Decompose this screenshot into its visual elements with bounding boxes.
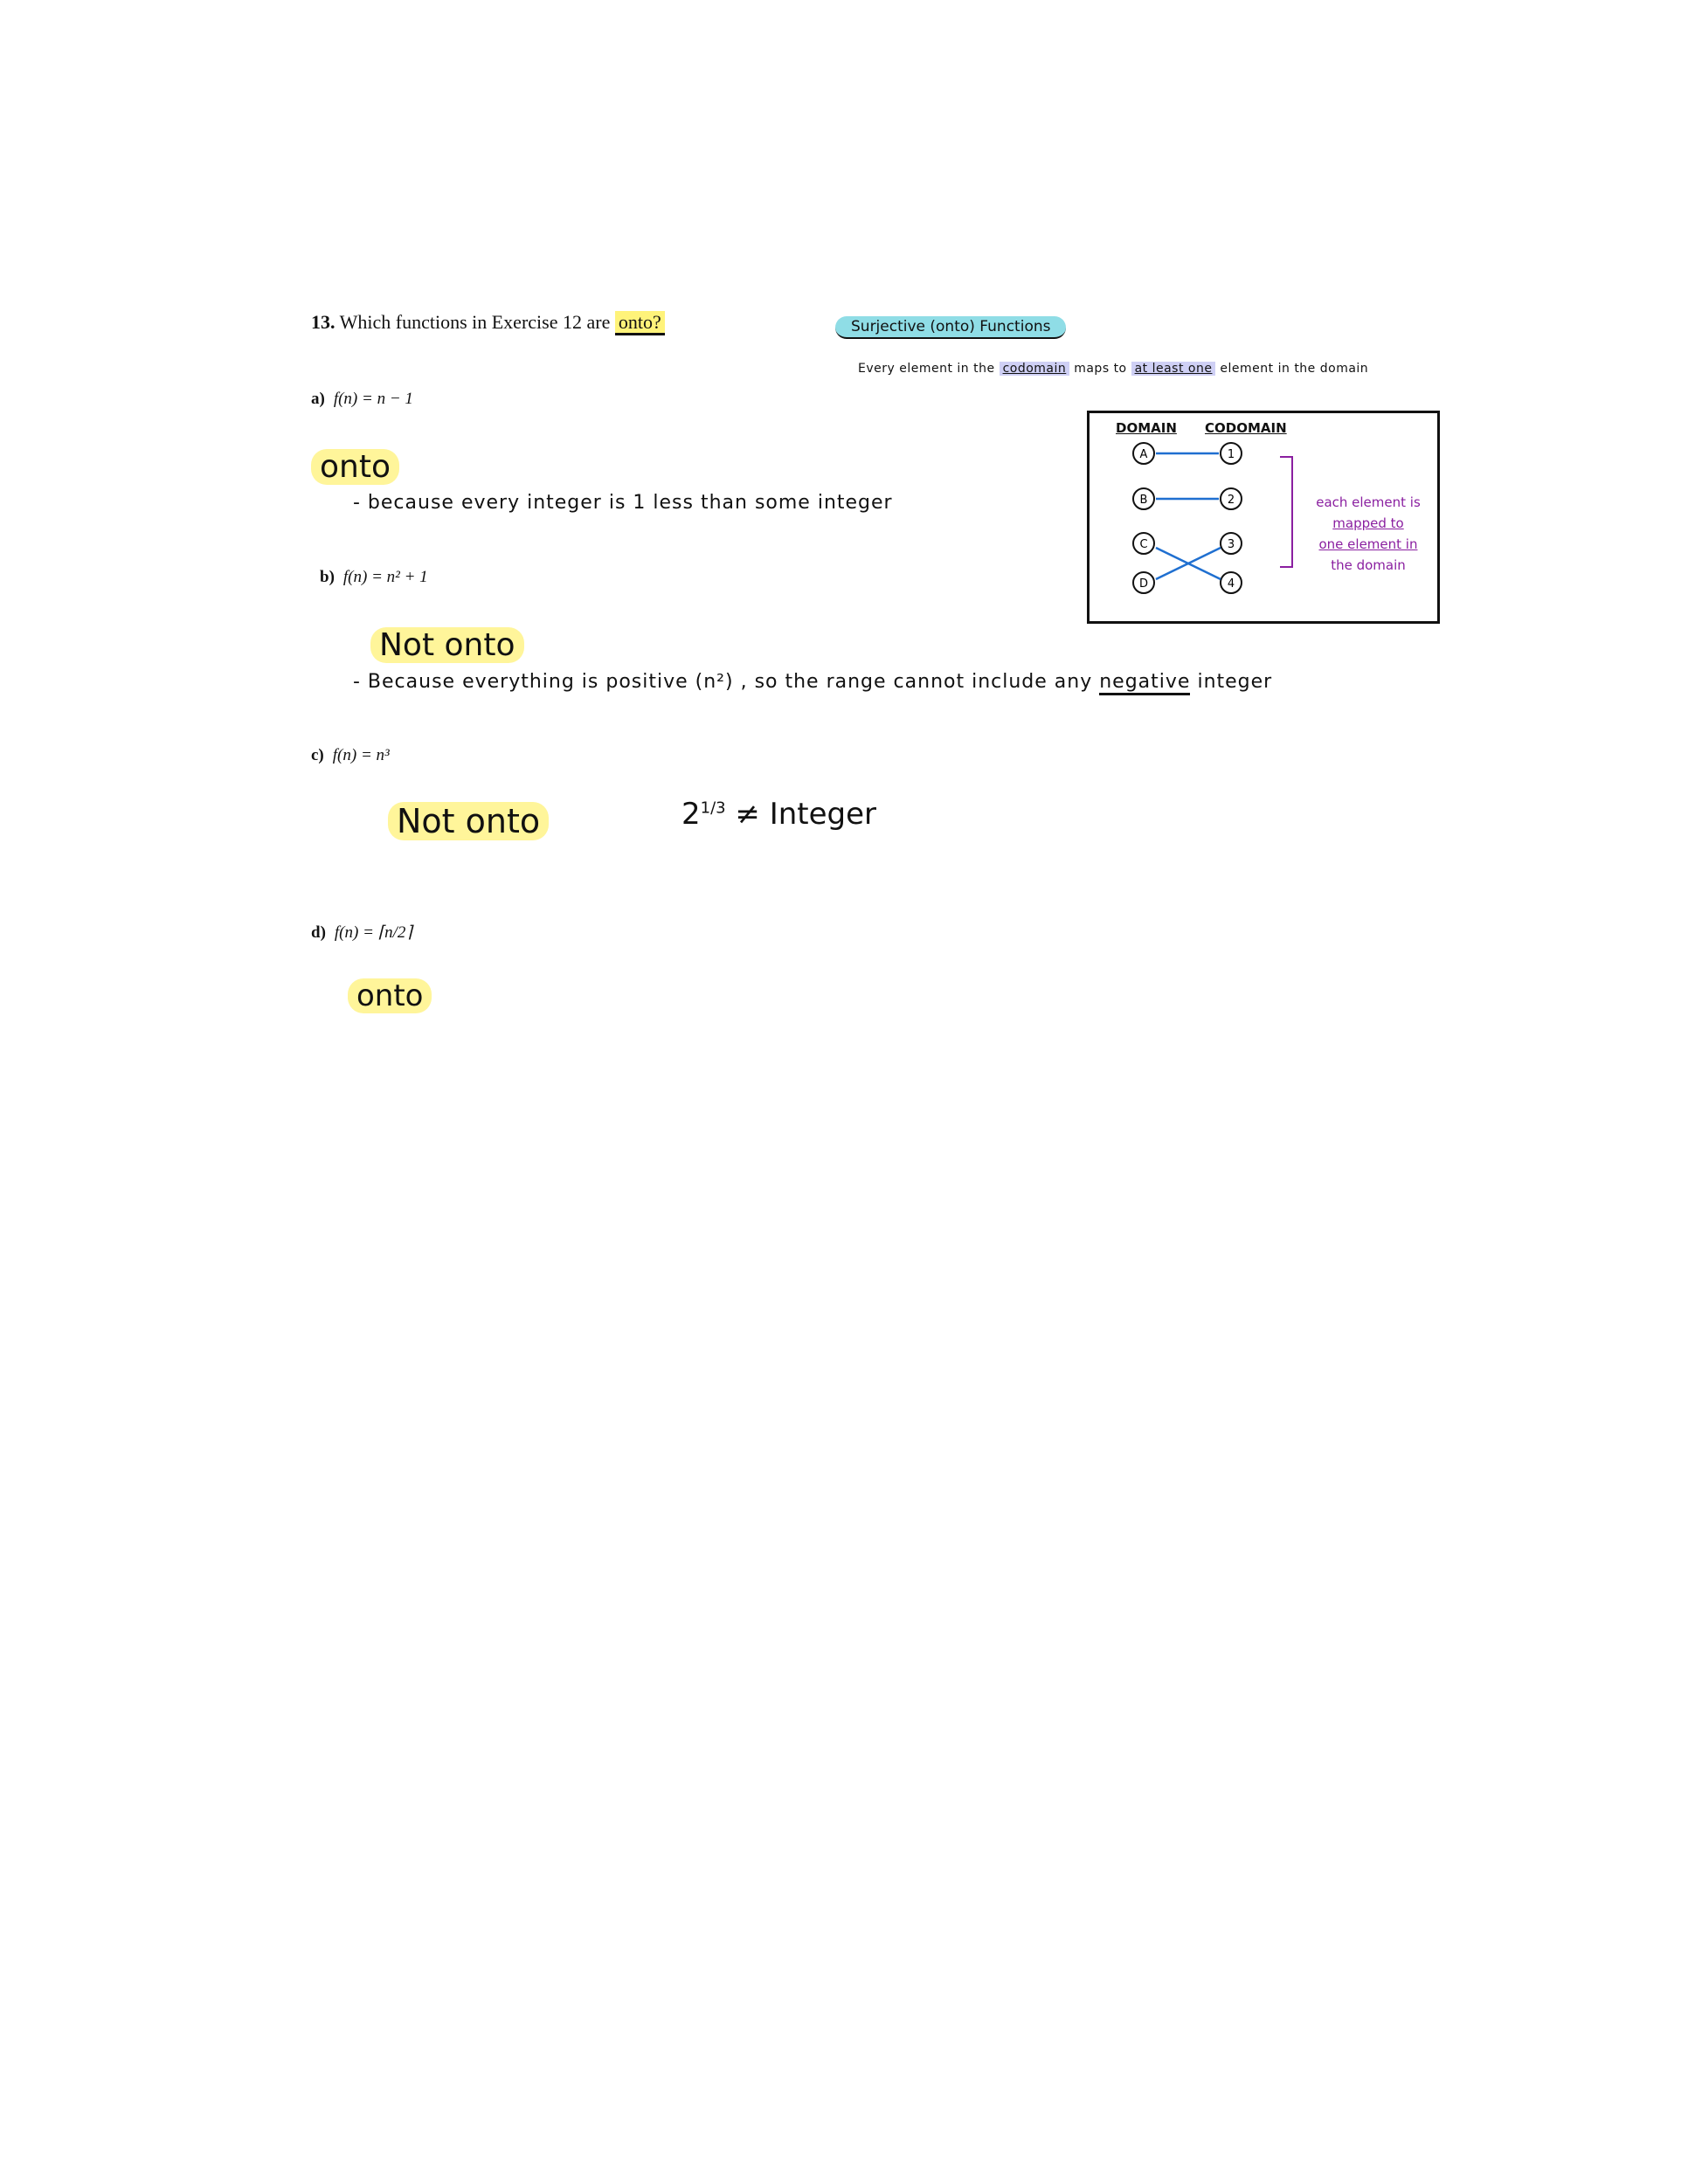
codomain-element-2 [1221,488,1242,509]
mapping-note-line-4: the domain [1331,557,1406,573]
mapping-diagram [1087,411,1440,624]
definition-text-2: maps to [1074,362,1127,376]
surjective-title: Surjective (onto) Functions [835,316,1066,339]
domain-element-c [1133,533,1154,554]
part-d-answer: onto [348,978,432,1013]
codomain-label: CODOMAIN [1205,420,1287,436]
definition-text-3: element in the domain [1220,362,1369,376]
svg-text:B: B [1139,494,1148,507]
mapping-note [1303,492,1434,576]
mapping-note-line-3: one element in [1318,536,1418,552]
question-text: Which functions in Exercise 12 are [339,311,611,333]
part-c-formula: f(n) = n³ [332,746,390,764]
codomain-element-4 [1221,572,1242,593]
domain-element-d [1133,572,1154,593]
mapping-note-line-1: each element is [1316,494,1421,510]
domain-element-b [1133,488,1154,509]
part-c-label: c) [311,746,324,764]
part-b-label: b) [320,568,335,586]
part-a-answer: onto [311,449,399,485]
part-c-math-rest: ≠ Integer [725,797,877,832]
codomain-element-1 [1221,443,1242,464]
definition-text-1: Every element in the [858,362,995,376]
svg-text:A: A [1139,448,1148,461]
question-onto-highlight: onto? [615,311,665,335]
svg-text:D: D [1138,577,1149,591]
part-d-expression [311,923,412,943]
codomain-bracket [1280,457,1292,567]
part-a-expression [311,390,413,409]
part-c-math-exponent: 1/3 [700,798,726,818]
question-title [311,311,665,334]
part-c-answer: Not onto [388,802,549,840]
definition-codomain-highlight: codomain [1000,362,1070,376]
svg-text:3: 3 [1227,538,1235,551]
part-b-reason-end: integer [1197,671,1273,693]
part-b-reason-negative: negative [1099,671,1190,695]
domain-label: DOMAIN [1116,420,1177,436]
part-d-formula: f(n) = ⌈n/2⌉ [334,923,412,942]
part-d-label: d) [311,923,326,942]
svg-text:1: 1 [1227,448,1235,461]
codomain-element-3 [1221,533,1242,554]
part-c-math-base: 2 [681,797,701,832]
svg-text:2: 2 [1227,494,1235,507]
part-a-formula: f(n) = n − 1 [333,390,413,408]
svg-text:4: 4 [1227,577,1235,591]
question-number: 13. [311,311,336,333]
svg-text:C: C [1139,538,1148,551]
part-a-reason: - because every integer is 1 less than some integer [353,492,893,514]
part-b-reason [353,671,1272,693]
part-c-math-note [681,797,876,832]
mapping-note-line-2: mapped to [1332,515,1404,531]
part-b-reason-text: - Because everything is positive (n²) , so the range cannot include any [353,671,1093,693]
part-a-label: a) [311,390,325,408]
part-b-expression [320,568,428,587]
definition-at-least-one-highlight: at least one [1131,362,1216,376]
part-b-formula: f(n) = n² + 1 [342,568,428,586]
domain-element-a [1133,443,1154,464]
part-c-expression [311,746,390,765]
surjective-definition [858,362,1368,376]
part-b-answer: Not onto [370,627,524,663]
